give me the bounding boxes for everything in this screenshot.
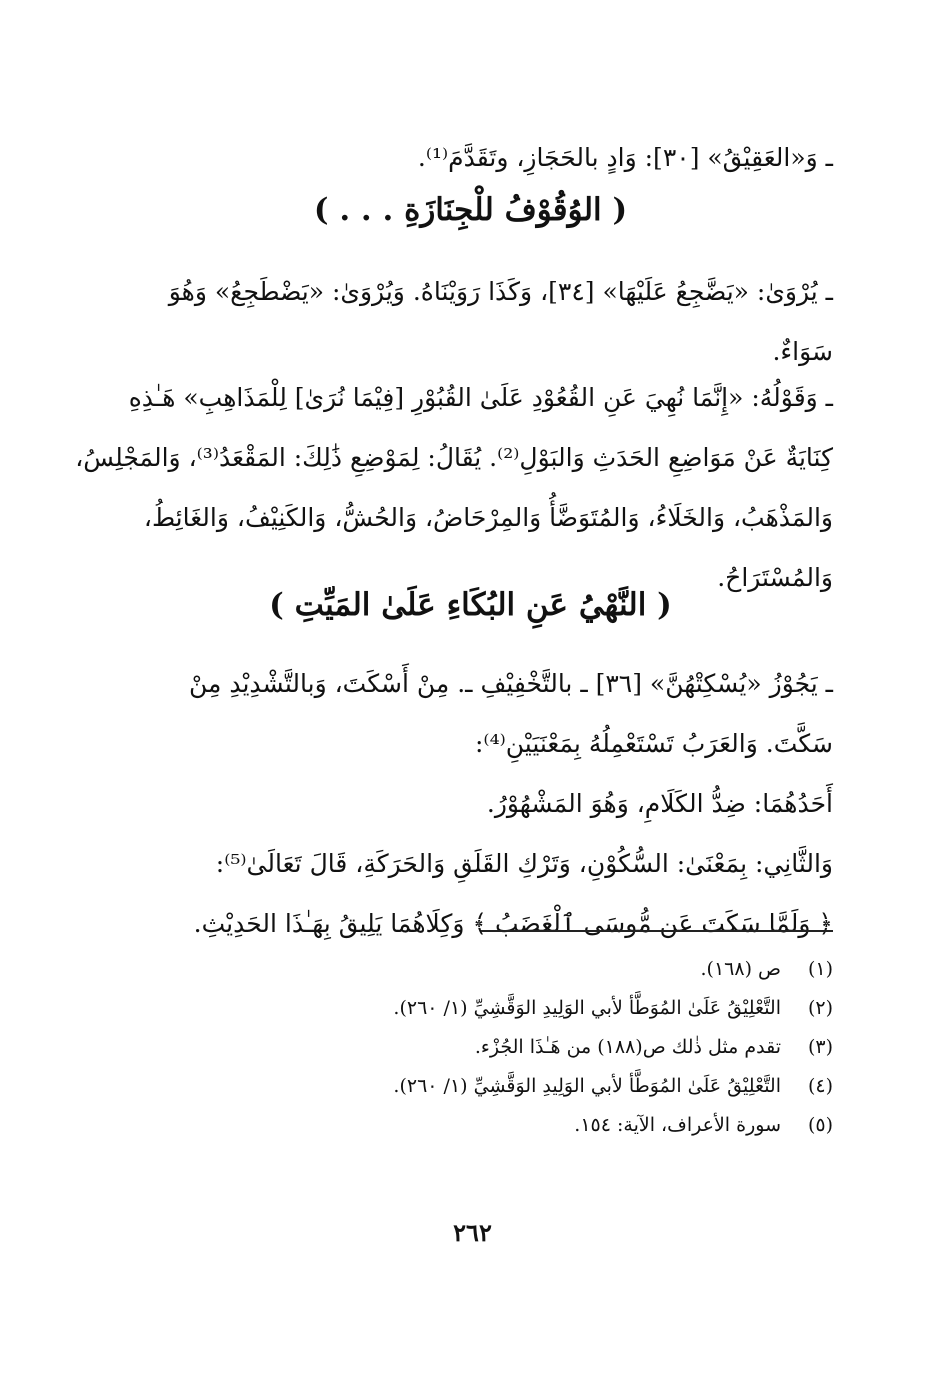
footnote-text: التَّعْلِيْقُ عَلَىٰ المُوَطَّأ لأبي الوَلِيدِ الوَقَّشِيِّ (١/ ٢٦٠). (393, 1075, 781, 1097)
text-line: ـ وَقَوْلُهُ: «إِنَّمَا نُهِيَ عَنِ القُعُوْدِ عَلَىٰ القُبُوْرِ [فِيْمَا نُرَىٰ] لِلْمَذَاهِبِ» هَـٰذِهِ (128, 383, 833, 412)
text-line: وَالمُسْتَرَاحُ. (717, 563, 833, 592)
footnote-item (108, 989, 833, 1028)
text-line: ـ وَ«العَقِيْقُ» [٣٠]: وَادٍ بالحَجَازِ، وتَقَدَّمَ⁽¹⁾. (417, 143, 833, 172)
text-line: ﴿ وَلَمَّا سَكَتَ عَن مُّوسَى ٱلْغَضَبُ ﴾ وَكِلَاهُمَا يَلِيقُ بِهَـٰذَا الحَدِيْثِ. (193, 909, 833, 938)
text-line: سَوَاءٌ. (772, 337, 833, 366)
footnote-item (108, 1067, 833, 1106)
footnote-text: سورة الأعراف، الآية: ١٥٤. (574, 1114, 781, 1136)
page-number: ٢٦٢ (453, 1218, 492, 1247)
paragraph-aqiq (108, 128, 833, 188)
footnote-number: (٤) (807, 1075, 833, 1097)
footnote-text: التَّعْلِيْقُ عَلَىٰ المُوَطَّأ لأبي الوَلِيدِ الوَقَّشِيِّ (١/ ٢٦٠). (393, 997, 781, 1019)
footnote-item (108, 950, 833, 989)
text-line: ـ يُرْوَىٰ: «يَضَّجِعُ عَلَيْهَا» [٣٤]، وَكَذَا رَوَيْنَاهُ. وَيُرْوَىٰ: «يَضْطَجِعُ» وَهُوَ (168, 277, 833, 306)
footnote-number: (١) (807, 958, 833, 980)
text-line: وَالثَّانِي: بِمَعْنَىٰ: السُّكُوْنِ، وَتَرْكِ القَلَقِ وَالحَرَكَةِ، قَالَ تَعَالَىٰ⁽⁵⁾: (215, 849, 833, 878)
text-line: وَالمَذْهَبُ، وَالخَلَاءُ، وَالمُتَوَضَّأُ وَالمِرْحَاضُ، وَالحُشُّ، وَالكَنِيْفُ، وَالغَائِطُ، (143, 503, 833, 532)
footnote-text: ص (١٦٨). (700, 958, 781, 980)
footnotes (108, 950, 833, 1145)
footnote-number: (٢) (807, 997, 833, 1019)
paragraph-qawluhu (75, 368, 833, 608)
section-heading-funeral-standing: ( الوُقُوْفُ للْجِنَازَةِ . . . ) (313, 192, 628, 228)
footnote-text: تقدم مثل ذٰلك ص(١٨٨) من هَـٰذَا الجُزْء. (474, 1036, 781, 1058)
text-line: ـ يَجُوْزُ «يُسْكِتْهُنَّ» [٣٦] ـ بالتَّخْفِيْفِ ـ. مِنْ أَسْكَتَ، وَبالتَّشْدِيْدِ مِنْ (188, 669, 833, 698)
footnote-number: (٣) (807, 1036, 833, 1058)
paragraph-yuskithunna (108, 654, 833, 954)
text-line: سَكَّتَ. وَالعَرَبُ تَسْتَعْمِلُهُ بِمَعْنَيَيْنِ⁽⁴⁾: (475, 729, 833, 758)
footnote-separator (481, 930, 833, 932)
text-line: أَحَدُهُمَا: ضِدُّ الكَلَامِ، وَهُوَ المَشْهُوْرُ. (486, 789, 833, 818)
section-heading-weeping-prohibition: ( النَّهْيُ عَنِ البُكَاءِ عَلَىٰ المَيِّتِ ) (269, 587, 672, 623)
footnote-number: (٥) (807, 1114, 833, 1136)
paragraph-yadtaji (108, 262, 833, 382)
footnote-item (108, 1106, 833, 1145)
footnote-item (108, 1028, 833, 1067)
text-line: كِنَايَةٌ عَنْ مَوَاضِعِ الحَدَثِ وَالبَوْلِ⁽²⁾. يُقَالُ: لِمَوْضِعِ ذَٰلِكَ: المَقْعَدُ⁽³⁾، وَالمَجْلِسُ، (75, 443, 833, 472)
